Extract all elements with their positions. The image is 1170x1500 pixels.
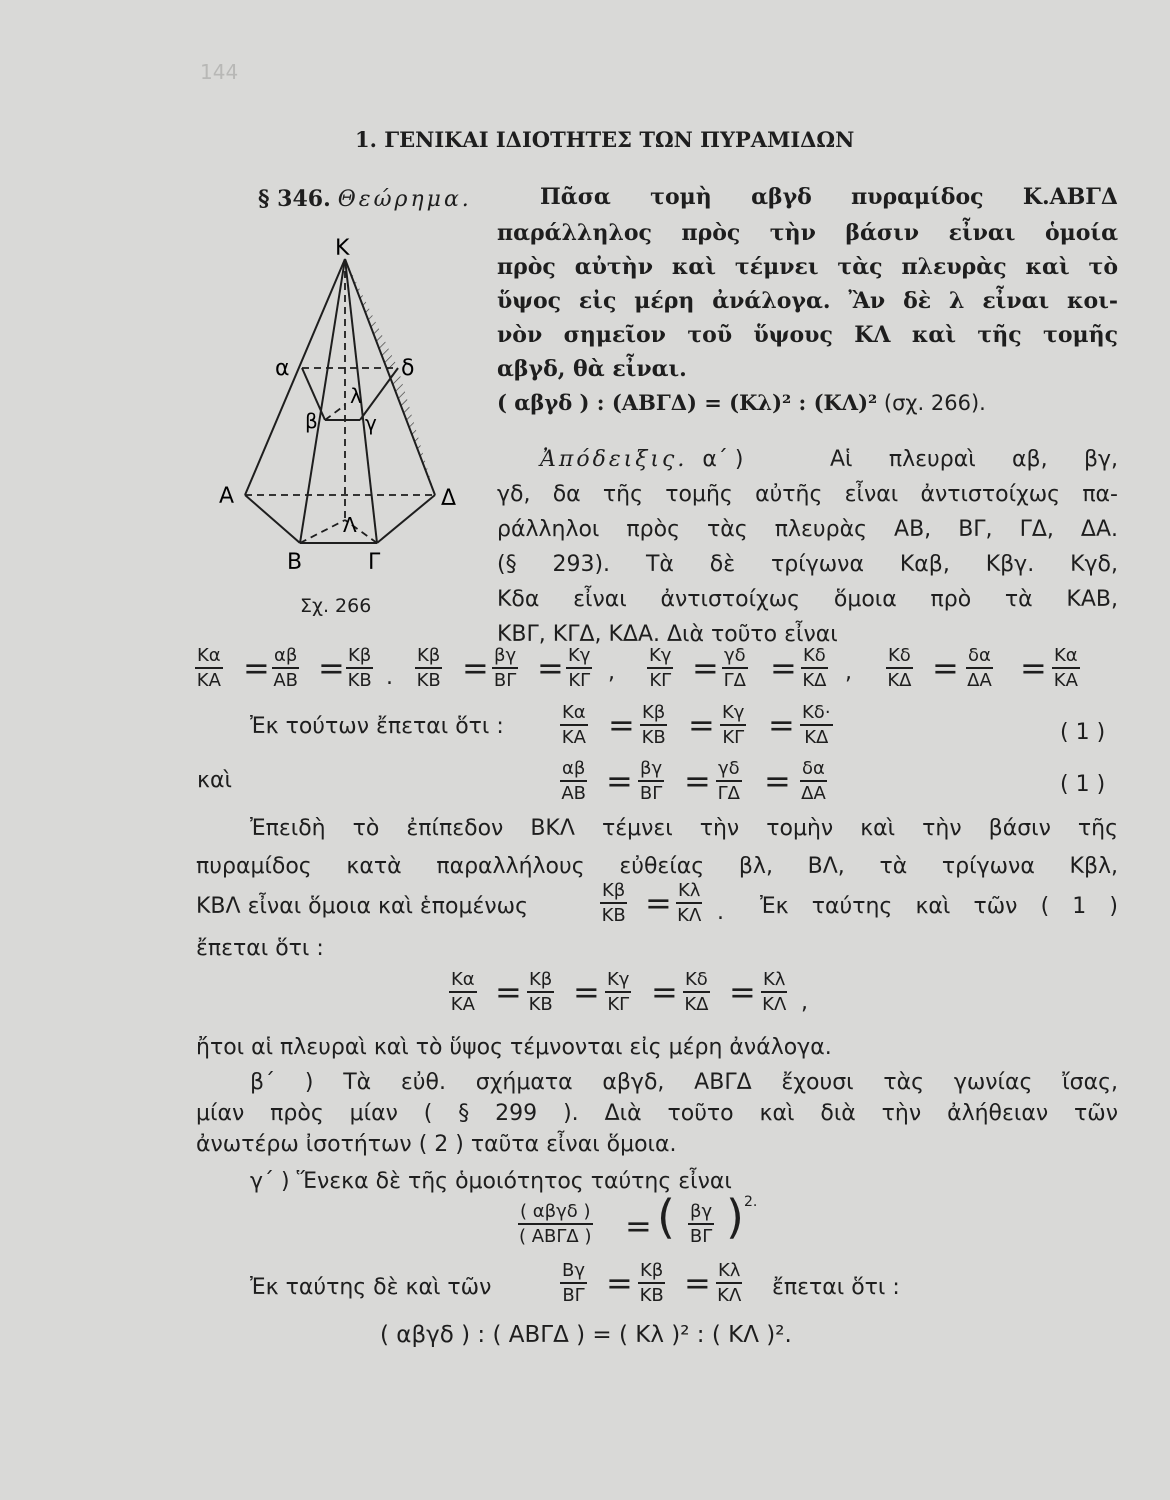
numerator: Κβ: [640, 704, 667, 726]
fraction: [800, 704, 833, 747]
numerator: ( αβγδ ): [518, 1203, 593, 1225]
equals-sign: =: [606, 1264, 633, 1302]
para3-b-line3: ἀνωτέρω ἰσοτήτων ( 2 ) ταῦτα εἶναι ὅμοια.: [196, 1132, 677, 1157]
numerator: Κα: [1052, 647, 1080, 669]
numerator: αβ: [272, 647, 299, 669]
equals-sign: =: [1020, 649, 1047, 687]
fraction: [346, 647, 373, 690]
fraction: [638, 760, 664, 803]
theorem-line: πρὸς αὐτὴν καὶ τέμνει τὰς πλευρὰς καὶ τὸ: [497, 254, 1118, 280]
fraction: [966, 647, 993, 690]
fraction: [605, 971, 631, 1014]
numerator: βγ: [492, 647, 518, 669]
numerator: Κδ: [886, 647, 913, 669]
label-beta: β: [305, 409, 318, 433]
denominator: ΒΓ: [493, 670, 517, 691]
label-Delta: Δ: [441, 486, 457, 511]
denominator: ΔΑ: [967, 670, 992, 691]
theorem-number: § 346.: [258, 186, 331, 212]
equals-sign: =: [768, 706, 795, 744]
right-paren: ): [726, 1190, 744, 1244]
label-Lambda: Λ: [343, 513, 357, 537]
proof-line: ράλληλοι πρὸς τὰς πλευρὰς ΑΒ, ΒΓ, ΓΔ, ΔΑ.: [497, 517, 1118, 542]
fraction: [722, 647, 748, 690]
numerator: Κδ: [683, 971, 710, 993]
denominator: ΒΓ: [689, 1226, 713, 1247]
denominator: ΚΓ: [649, 670, 672, 691]
para2-line3-pre: ΚΒΛ εἶναι ὅμοια καὶ ἑπομένως: [196, 894, 528, 919]
denominator: ΚΓ: [607, 994, 630, 1015]
separator: ,: [608, 660, 615, 685]
denominator: ΚΛ: [762, 994, 787, 1015]
fraction: [800, 760, 827, 803]
denominator: ΚΔ: [887, 670, 912, 691]
eq1-prefix: Ἐκ τούτων ἔπεται ὅτι :: [250, 714, 504, 739]
numerator: Κδ·: [800, 704, 833, 726]
theorem-line: αβγδ, θὰ εἶναι.: [497, 356, 687, 382]
para3-c-line1: γ΄ ) Ἕνεκα δὲ τῆς ὁμοιότητος ταύτης εἶναι: [250, 1169, 732, 1194]
para2-line2: πυραμίδος κατὰ παραλλήλους εὐθείας βλ, ΒΛ, τὰ τρίγωνα Κβλ,: [196, 854, 1118, 879]
equals-sign: =: [625, 1207, 652, 1245]
denominator: ΔΑ: [801, 783, 826, 804]
fraction: [640, 704, 667, 747]
fraction: [560, 760, 587, 803]
denominator: ΚΒ: [641, 727, 666, 748]
numerator: δα: [800, 760, 827, 782]
numerator: Κγ: [647, 647, 673, 669]
denominator: ΒΓ: [562, 1285, 585, 1306]
equals-sign: =: [932, 649, 959, 687]
fraction: [518, 1203, 593, 1246]
fraction: [716, 760, 742, 803]
numerator: Κβ: [600, 882, 627, 904]
period: .: [717, 900, 724, 925]
numerator: γδ: [716, 760, 742, 782]
numerator: δα: [966, 647, 993, 669]
fraction: [560, 1262, 587, 1305]
fraction: [638, 1262, 665, 1305]
denominator: ΚΑ: [1053, 670, 1078, 691]
fraction: [492, 647, 518, 690]
numerator: Κβ: [638, 1262, 665, 1284]
denominator: ΑΒ: [561, 783, 587, 804]
edge-GD: [377, 495, 435, 543]
equals-sign: =: [764, 762, 791, 800]
equals-sign: =: [729, 973, 756, 1011]
eq3-trail: ,: [801, 990, 808, 1015]
label-K: Κ: [335, 236, 350, 261]
denominator: ΚΒ: [528, 994, 553, 1015]
theorem-line: ὕψος εἰς μέρη ἀνάλογα. Ἂν δὲ λ εἶναι κοι-: [497, 288, 1118, 314]
fraction: [886, 647, 913, 690]
label-lambda: λ: [350, 384, 362, 408]
proof-line: γδ, δα τῆς τομῆς αὐτῆς εἶναι ἀντιστοίχως πα-: [497, 482, 1118, 507]
equals-sign: =: [462, 649, 489, 687]
line-BL: [300, 520, 345, 543]
equals-sign: =: [770, 649, 797, 687]
denominator: ΚΒ: [639, 1285, 664, 1306]
page-number: 144: [200, 60, 239, 84]
theorem-kind: Θεώρημα.: [337, 187, 472, 212]
label-Gamma: Γ: [368, 550, 381, 575]
numerator: Κβ: [415, 647, 442, 669]
proof-line: (§ 293). Τὰ δὲ τρίγωνα Καβ, Κβγ. Κγδ,: [497, 552, 1118, 577]
numerator: Κλ: [761, 971, 787, 993]
eq1-ref: ( 1 ): [1060, 720, 1106, 745]
numerator: βγ: [638, 760, 664, 782]
equals-sign: =: [243, 649, 270, 687]
denominator: ΚΔ: [684, 994, 709, 1015]
label-delta: δ: [401, 356, 415, 381]
equals-sign: =: [692, 649, 719, 687]
theorem-header: [258, 186, 472, 212]
numerator: Κγ: [605, 971, 631, 993]
fraction: [761, 971, 787, 1014]
para3-b-line2: μίαν πρὸς μίαν ( § 299 ). Διὰ τοῦτο καὶ διὰ τὴν ἀλήθειαν τῶν: [196, 1101, 1118, 1126]
denominator: ΚΛ: [717, 1285, 742, 1306]
para2-line3-post: Ἐκ ταύτης καὶ τῶν ( 1 ): [760, 894, 1118, 919]
separator: .: [386, 665, 393, 690]
denominator: ΚΒ: [347, 670, 372, 691]
proof-heading: [540, 447, 743, 472]
para2-line4: ἔπεται ὅτι :: [196, 936, 324, 961]
equals-sign: =: [688, 706, 715, 744]
denominator: ΚΓ: [568, 670, 591, 691]
proof-line: Κδα εἶναι ἀντιστοίχως ὅμοια πρὸ τὰ ΚΑΒ,: [497, 587, 1118, 612]
theorem-line: νὸν σημεῖον τοῦ ὕψους ΚΛ καὶ τῆς τομῆς: [497, 322, 1118, 348]
label-gamma: γ: [365, 411, 377, 435]
denominator: ΚΑ: [561, 727, 586, 748]
equals-sign: =: [651, 973, 678, 1011]
equals-sign: =: [573, 973, 600, 1011]
denominator: ΑΒ: [273, 670, 299, 691]
line-bl: [325, 405, 345, 420]
edge-KB: [300, 259, 345, 543]
proof-line: Αἱ πλευραὶ αβ, βγ,: [830, 447, 1118, 472]
equals-sign: =: [606, 762, 633, 800]
theorem-formula-text: ( αβγδ ) : (ΑΒΓΔ) = (Κλ)² : (ΚΛ)²: [497, 390, 878, 415]
fraction: [272, 647, 299, 690]
fraction: [720, 704, 746, 747]
numerator: γδ: [722, 647, 748, 669]
numerator: βγ: [688, 1203, 714, 1225]
numerator: Κα: [195, 647, 223, 669]
label-alpha: α: [275, 356, 290, 381]
theorem-formula: [497, 390, 986, 415]
fraction: [688, 1203, 714, 1246]
theorem-line: Πᾶσα τομὴ αβγδ πυραμίδος Κ.ΑΒΓΔ: [540, 184, 1118, 210]
edge-KA: [245, 259, 345, 495]
numerator: Βγ: [560, 1262, 587, 1284]
fraction: [1052, 647, 1080, 690]
figure-caption: Σχ. 266: [300, 595, 372, 617]
numerator: Κγ: [566, 647, 592, 669]
denominator: ΚΒ: [601, 905, 626, 926]
eq2-ref: ( 1 ): [1060, 772, 1106, 797]
denominator: ΚΔ: [804, 727, 829, 748]
equals-sign: =: [318, 649, 345, 687]
final-formula: ( αβγδ ) : ( ΑΒΓΔ ) = ( Κλ )² : ( ΚΛ )².: [380, 1322, 792, 1348]
para2-line1: Ἐπειδὴ τὸ ἐπίπεδον ΒΚΛ τέμνει τὴν τομὴν καὶ τὴν βάσιν τῆς: [250, 816, 1118, 841]
fraction: [801, 647, 828, 690]
denominator: ΚΑ: [450, 994, 475, 1015]
separator: ,: [845, 660, 852, 685]
fraction: [600, 882, 627, 925]
para3-line1: ἤτοι αἱ πλευραὶ καὶ τὸ ὕψος τέμνονται εἰς μέρη ἀνάλογα.: [196, 1035, 832, 1060]
numerator: Κλ: [676, 882, 702, 904]
numerator: αβ: [560, 760, 587, 782]
denominator: ΒΓ: [639, 783, 663, 804]
section-title: 1. ΓΕΝΙΚΑΙ ΙΔΙΟΤΗΤΕΣ ΤΩΝ ΠΥΡΑΜΙΔΩΝ: [355, 127, 855, 152]
para3-b-line1: β΄ ) Τὰ εὐθ. σχήματα αβγδ, ΑΒΓΔ ἔχουσι τὰς γωνίας ἴσας,: [250, 1070, 1118, 1095]
fraction: [683, 971, 710, 1014]
numerator: Κα: [560, 704, 588, 726]
denominator: ΓΔ: [717, 783, 740, 804]
fraction: [716, 1262, 742, 1305]
numerator: Κβ: [527, 971, 554, 993]
numerator: Κβ: [346, 647, 373, 669]
fraction: [676, 882, 702, 925]
fraction: [415, 647, 442, 690]
denominator: ΚΔ: [802, 670, 827, 691]
fraction: [195, 647, 223, 690]
theorem-formula-ref: (σχ. 266).: [883, 391, 986, 415]
numerator: Κδ: [801, 647, 828, 669]
exponent: 2.: [744, 1194, 758, 1210]
equals-sign: =: [684, 1264, 711, 1302]
denominator: ΚΛ: [677, 905, 702, 926]
denominator: ΓΔ: [723, 670, 746, 691]
equals-sign: =: [608, 706, 635, 744]
fraction: [566, 647, 592, 690]
label-B: Β: [287, 550, 303, 575]
left-paren: (: [657, 1190, 675, 1244]
eq5-post: ἔπεται ὅτι :: [772, 1275, 900, 1300]
denominator: ( ΑΒΓΔ ): [519, 1226, 592, 1247]
fraction: [560, 704, 588, 747]
eq2-prefix: καὶ: [197, 768, 232, 793]
proof-part-a: α΄ ): [702, 447, 744, 472]
proof-line: ΚΒΓ, ΚΓΔ, ΚΔΑ. Διὰ τοῦτο εἶναι: [497, 622, 838, 647]
denominator: ΚΓ: [722, 727, 745, 748]
proof-title: Ἀπόδειξις.: [540, 447, 688, 472]
equals-sign: =: [495, 973, 522, 1011]
numerator: Κγ: [720, 704, 746, 726]
eq5-pre: Ἐκ ταύτης δὲ καὶ τῶν: [250, 1275, 492, 1300]
numerator: Κα: [449, 971, 477, 993]
denominator: ΚΑ: [196, 670, 221, 691]
fraction: [527, 971, 554, 1014]
pyramid-figure: [205, 225, 495, 585]
equals-sign: =: [645, 884, 672, 922]
denominator: ΚΒ: [416, 670, 441, 691]
equals-sign: =: [684, 762, 711, 800]
numerator: Κλ: [716, 1262, 742, 1284]
label-A: Α: [219, 484, 235, 509]
edge-AB: [245, 495, 300, 543]
theorem-line: παράλληλος πρὸς τὴν βάσιν εἶναι ὁμοία: [497, 220, 1118, 246]
fraction: [647, 647, 673, 690]
fraction: [449, 971, 477, 1014]
equals-sign: =: [537, 649, 564, 687]
